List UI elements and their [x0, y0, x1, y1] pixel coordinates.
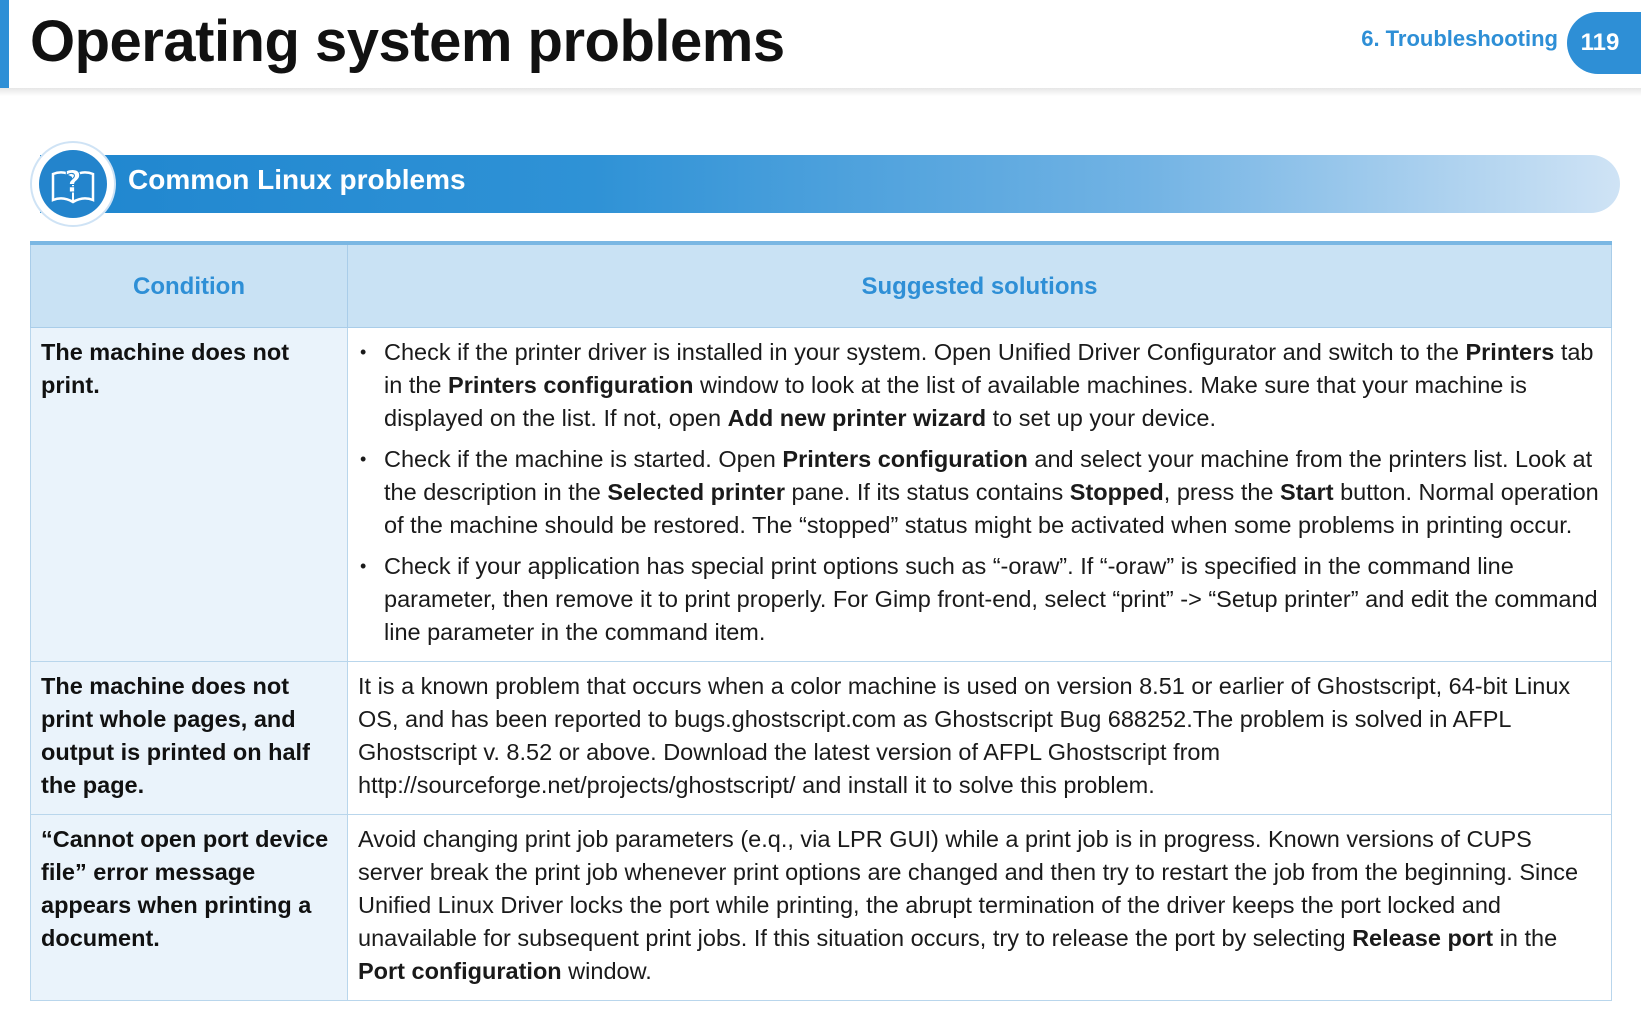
- text-run: , press the: [1163, 479, 1281, 505]
- text-run: Check if the machine is started. Open: [384, 446, 783, 472]
- solution-cell: [348, 815, 1612, 1001]
- text-run: and select your machine from the printers list. Look at the description in the: [384, 446, 1593, 505]
- header-divider: [0, 88, 1641, 96]
- column-header-solutions: Suggested solutions: [348, 243, 1612, 328]
- text-run: window to look at the list of available machines. Make sure that your machine is displayed on the list. If not, open: [384, 372, 1527, 431]
- condition-cell: The machine does not print.: [31, 328, 348, 662]
- ui-term: Printers: [1465, 339, 1555, 365]
- solution-list: [358, 336, 1601, 649]
- list-item: [384, 336, 1601, 435]
- text-run: It is a known problem that occurs when a color machine is used on version 8.51 or earlier of Ghostscript, 64-bit Linux OS, and has been reported to bugs.ghostscript.com as Ghostscript Bug 688252.The problem is solved in AFPL Ghostscript v. 8.52 or above. Download the latest version of AFPL Ghostscript from http://sourceforge.net/projects/ghostscript/ and install it to solve this problem.: [358, 673, 1571, 798]
- list-item: [384, 443, 1601, 542]
- solution-cell: [348, 662, 1612, 815]
- table-header-row: [31, 243, 1612, 328]
- solution-paragraph: [358, 670, 1601, 802]
- text-run: window.: [561, 958, 652, 984]
- column-header-condition: Condition: [31, 243, 348, 328]
- table-row: [31, 815, 1612, 1001]
- header-accent-bar: [0, 0, 9, 92]
- section-title: Common Linux problems: [128, 164, 466, 195]
- ui-term: Add new printer wizard: [727, 405, 987, 431]
- text-run: to set up your device.: [986, 405, 1217, 431]
- table-row: [31, 328, 1612, 662]
- chapter-label: 6. Troubleshooting: [1361, 26, 1558, 51]
- solution-cell: [348, 328, 1612, 662]
- text-run: pane. If its status contains: [785, 479, 1070, 505]
- condition-cell: “Cannot open port device file” error message appears when printing a document.: [31, 815, 348, 1001]
- ui-term: Selected printer: [607, 479, 786, 505]
- text-run: Avoid changing print job parameters (e.q., via LPR GUI) while a print job is in progress. Known versions of CUPS server break the print job whenever print options are changed and then try to restart the job from the beginning. Since Unified Linux Driver locks the port while printing, the abrupt termination of the driver keeps the port locked and unavailable for subsequent print jobs. If this situation occurs, try to release the port by selecting: [358, 826, 1579, 951]
- svg-text:?: ?: [64, 165, 82, 200]
- linux-problems-table: [30, 241, 1612, 1001]
- page-title: Operating system problems: [30, 9, 785, 74]
- text-run: button. Normal operation of the machine should be restored. The “stopped” status might be activated when some problems in printing occur.: [384, 479, 1599, 538]
- page-number-badge: 119: [1567, 12, 1641, 74]
- text-run: Check if your application has special print options such as “-oraw”. If “-oraw” is specified in the command line parameter, then remove it to print properly. For Gimp front-end, select “print” -> “Setup printer” and edit the command line parameter in the command item.: [384, 553, 1598, 645]
- list-item: [384, 550, 1601, 649]
- ui-term: Stopped: [1069, 479, 1164, 505]
- condition-cell: The machine does not print whole pages, and output is printed on half the page.: [31, 662, 348, 815]
- solution-paragraph: [358, 823, 1601, 988]
- text-run: Check if the printer driver is installed in your system. Open Unified Driver Configurator and switch to the: [384, 339, 1466, 365]
- ui-term: Printers configuration: [782, 446, 1028, 472]
- ui-term: Release port: [1352, 925, 1494, 951]
- table-row: [31, 662, 1612, 815]
- ui-term: Start: [1280, 479, 1334, 505]
- text-run: tab in the: [384, 339, 1594, 398]
- ui-term: Printers configuration: [448, 372, 694, 398]
- ui-term: Port configuration: [358, 958, 562, 984]
- question-book-icon: [32, 143, 114, 225]
- text-run: in the: [1493, 925, 1558, 951]
